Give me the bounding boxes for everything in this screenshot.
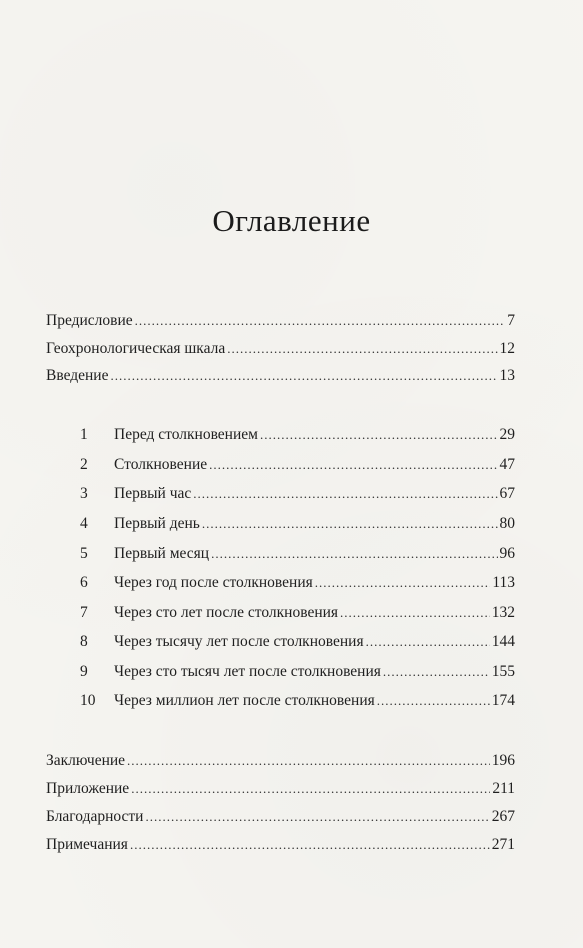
dot-leader — [135, 313, 506, 329]
dot-leader — [193, 486, 497, 502]
toc-entry-page: 155 — [491, 663, 515, 680]
dot-leader — [145, 809, 489, 825]
dot-leader — [377, 693, 490, 709]
toc-entry-page: 13 — [499, 367, 515, 384]
toc-entry-title: Через миллион лет после столкновения — [114, 692, 375, 709]
toc-entry-geochronology — [46, 340, 515, 362]
dot-leader — [315, 575, 491, 591]
dot-leader — [260, 427, 498, 443]
toc-chapter-1 — [80, 426, 515, 448]
toc-entry-title: Через сто лет после столкновения — [114, 604, 339, 621]
toc-entry-title: Через год после столкновения — [114, 574, 313, 591]
toc-chapter-3 — [80, 485, 515, 507]
toc-entry-conclusion — [46, 752, 515, 774]
toc-chapter-4 — [80, 515, 515, 537]
toc-entry-page: 144 — [491, 633, 515, 650]
toc-chapter-9 — [80, 663, 515, 685]
toc-entry-page: 96 — [499, 545, 515, 562]
toc-entry-page: 113 — [492, 574, 515, 591]
toc-entry-page: 47 — [499, 456, 515, 473]
toc-entry-title: Примечания — [46, 836, 128, 853]
toc-entry-page: 29 — [499, 426, 515, 443]
toc-entry-title: Через тысячу лет после столкновения — [114, 633, 364, 650]
chapter-number: 5 — [80, 545, 88, 562]
toc-entry-page: 12 — [499, 340, 515, 357]
toc-entry-page: 174 — [491, 692, 515, 709]
toc-entry-preface — [46, 312, 515, 334]
page-title: Оглавление — [212, 203, 371, 238]
toc-entry-acknowledgements — [46, 808, 515, 830]
chapter-number: 3 — [80, 485, 88, 502]
chapter-number: 4 — [80, 515, 88, 532]
toc-chapter-6 — [80, 574, 515, 596]
toc-chapter-8 — [80, 633, 515, 655]
toc-chapter-5 — [80, 545, 515, 567]
toc-entry-title: Заключение — [46, 752, 126, 769]
dot-leader — [202, 516, 498, 532]
toc-entry-title: Первый день — [114, 515, 200, 532]
toc-entry-page: 132 — [491, 604, 515, 621]
toc-entry-title: Введение — [46, 367, 109, 384]
toc-chapter-2 — [80, 456, 515, 478]
toc-entry-title: Геохронологическая шкала — [46, 340, 226, 357]
toc-chapter-7 — [80, 604, 515, 626]
toc-entry-page: 267 — [491, 808, 515, 825]
toc-entry-page: 67 — [499, 485, 515, 502]
dot-leader — [227, 341, 497, 357]
toc-entry-title: Перед столкновением — [114, 426, 258, 443]
dot-leader — [127, 753, 490, 769]
chapter-number: 7 — [80, 604, 88, 621]
dot-leader — [383, 664, 490, 680]
toc-entry-title: Первый месяц — [114, 545, 210, 562]
toc-entry-introduction — [46, 367, 515, 389]
toc-entry-title: Благодарности — [46, 808, 144, 825]
dot-leader — [209, 457, 497, 473]
dot-leader — [131, 781, 490, 797]
toc-entry-page: 211 — [492, 780, 515, 797]
toc-chapter-10 — [80, 692, 515, 714]
toc-entry-title: Предисловие — [46, 312, 133, 329]
chapter-number: 9 — [80, 663, 88, 680]
toc-entry-title: Первый час — [114, 485, 192, 502]
toc-entry-title: Столкновение — [114, 456, 208, 473]
dot-leader — [340, 605, 490, 621]
toc-entry-page: 196 — [491, 752, 515, 769]
dot-leader — [110, 368, 497, 384]
chapter-number: 1 — [80, 426, 88, 443]
dot-leader — [211, 546, 497, 562]
toc-entry-notes — [46, 836, 515, 858]
chapter-number: 10 — [80, 692, 96, 709]
dot-leader — [366, 634, 490, 650]
dot-leader — [130, 837, 490, 853]
chapter-number: 2 — [80, 456, 88, 473]
toc-entry-page: 271 — [491, 836, 515, 853]
toc-entry-page: 7 — [507, 312, 515, 329]
chapter-number: 6 — [80, 574, 88, 591]
toc-entry-title: Через сто тысяч лет после столкновения — [114, 663, 381, 680]
toc-entry-appendix — [46, 780, 515, 802]
toc-entry-title: Приложение — [46, 780, 130, 797]
toc-entry-page: 80 — [499, 515, 515, 532]
chapter-number: 8 — [80, 633, 88, 650]
